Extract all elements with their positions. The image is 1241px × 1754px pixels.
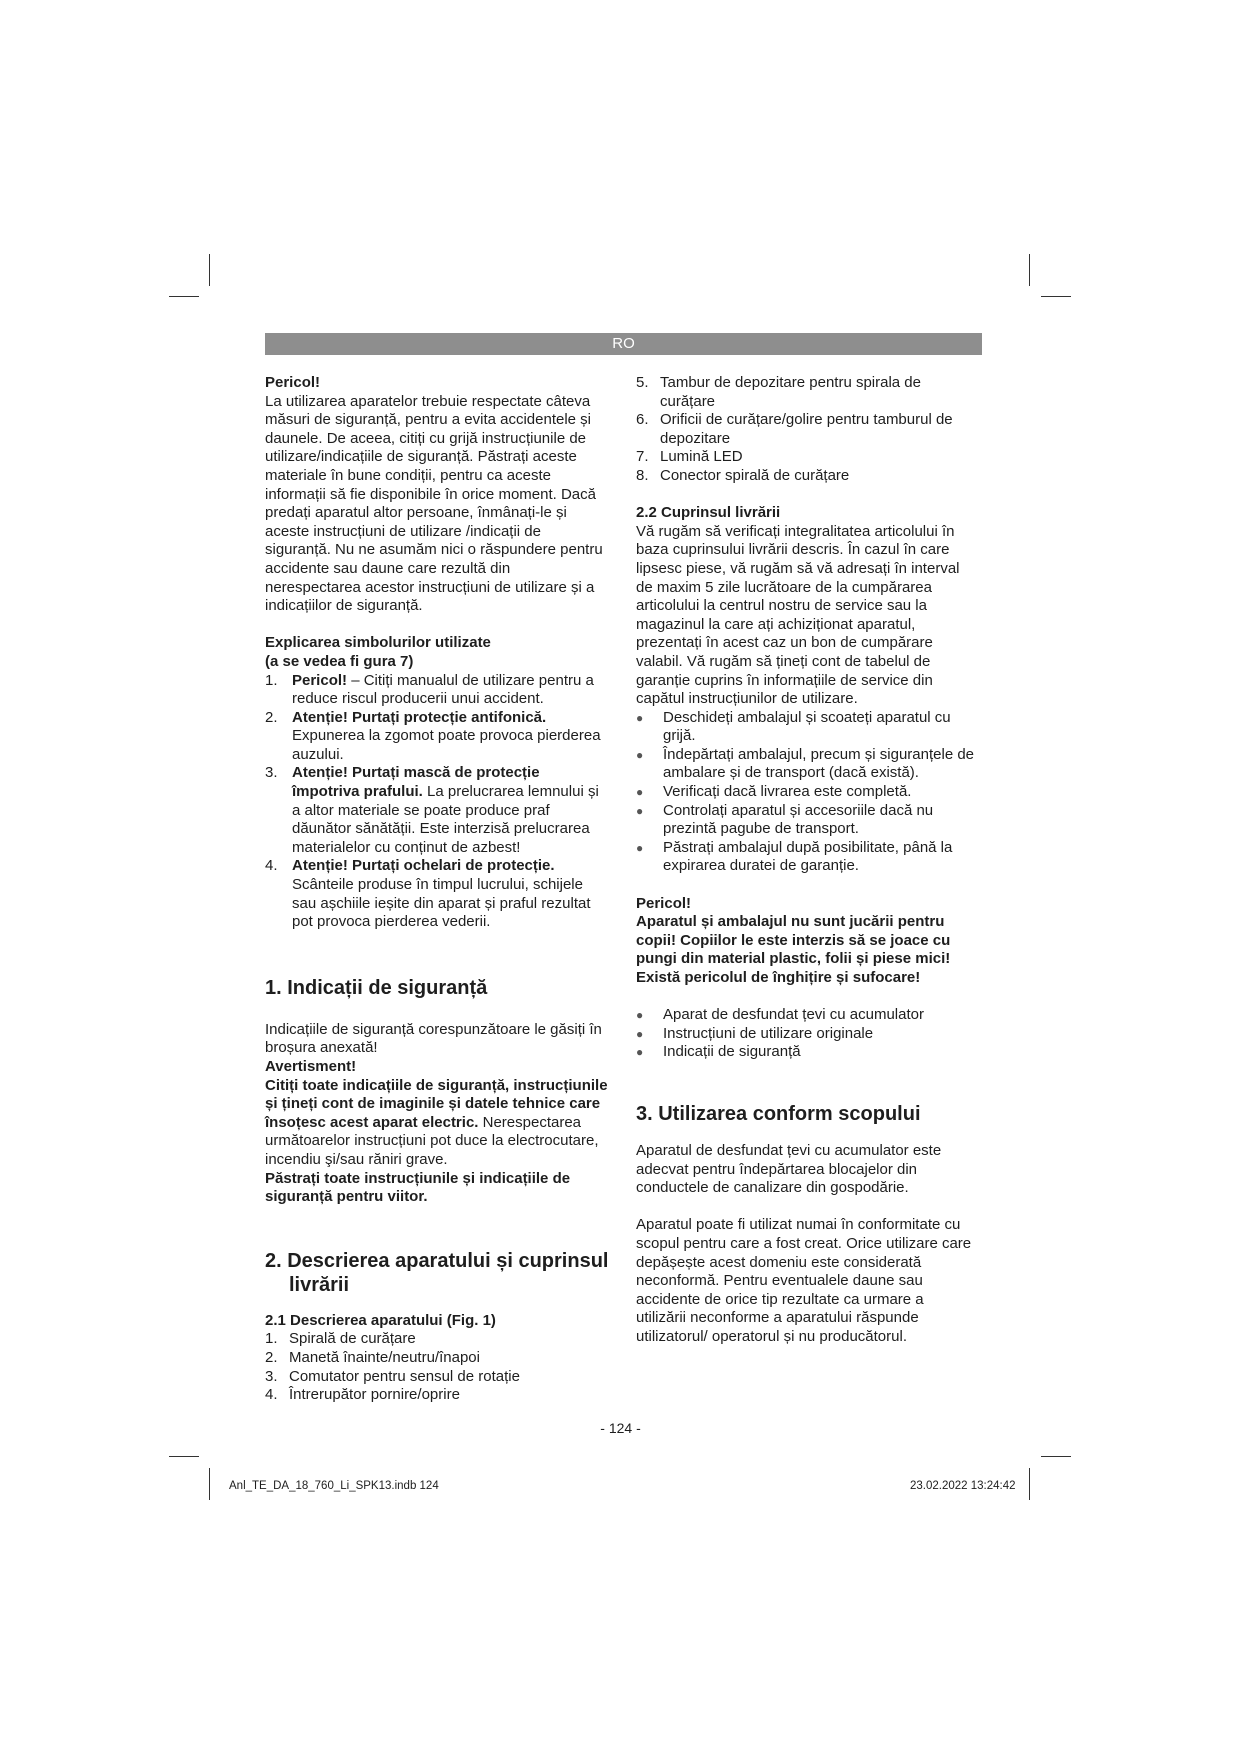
section-3-paragraph-1: Aparatul de desfundat țevi cu acumulator este adecvat pentru îndepărtarea blocajelor din conductele de canalizare din gospodărie.: [636, 1141, 942, 1197]
right-column: [636, 374, 974, 1347]
list-item: 7. Lumină LED: [636, 448, 743, 466]
bullet-icon: ●: [636, 785, 644, 800]
symbols-subheading: (a se vedea fi gura 7): [265, 652, 414, 670]
bullet-icon: ●: [636, 1008, 644, 1023]
symbols-heading: Explicarea simbolurilor utilizate: [265, 634, 491, 652]
list-item: 6. Orificii de curățare/golire pentru tamburul de depozitare: [636, 411, 953, 447]
crop-mark: [209, 254, 210, 286]
symbols-list: [265, 672, 610, 932]
list-item: 1. Spirală de curățare: [265, 1330, 416, 1348]
list-item: 4. Atenție! Purtați ochelari de protecție. Scânteile produse în timpul lucrului, schijele sau așchiile ieșite din aparat și praful rezultat pot provoca pierderea vederii.: [265, 857, 591, 931]
footer-timestamp: 23.02.2022 13:24:42: [910, 1480, 1016, 1492]
warning-keep-text: Păstrați toate instrucțiunile și indicațiile de siguranță pentru viitor.: [265, 1169, 571, 1206]
danger-paragraph: La utilizarea aparatelor trebuie respectate câteva măsuri de siguranță, pentru a evita accidentele și daunele. De aceea, citiți cu grijă instrucțiunile de utilizare/indicațiile de siguranță. Păstrați aceste materiale în bune condiții, pentru ca aceste informații să fie disponibile în orice moment. Dacă predați aparatul altor persoane, înmânați-le și aceste instrucțiuni de utilizare /indicații de siguranță. Nu ne asumăm nici o răspundere pentru accidente sau daune care rezultă din nerespectarea acestor instrucțiuni de utilizare și a indicațiilor de siguranță.: [265, 392, 603, 615]
bullet-icon: ●: [636, 747, 644, 762]
crop-mark: [1041, 1456, 1071, 1457]
delivery-contents-list: [636, 1006, 974, 1062]
list-item: ● Îndepărtați ambalajul, precum și siguranțele de ambalare și de transport (dacă există).: [636, 745, 975, 782]
crop-mark: [1029, 254, 1030, 286]
language-header-bar: RO: [265, 333, 982, 355]
parts-list: [265, 1330, 610, 1404]
list-item: ● Păstrați ambalajul după posibilitate, până la expirarea duratei de garanție.: [636, 838, 953, 875]
parts-list-continued: [636, 374, 974, 486]
bullet-icon: ●: [636, 803, 644, 818]
section-3-paragraph-2: Aparatul poate fi utilizat numai în conformitate cu scopul pentru care a fost creat. Orice utilizare care depășește acest domeniu este considerată neconformă. Pentru eventualele daune sau accidente de orice tip rezultate ca urmare a utilizării neconforme a aparatului răspunde utilizatorul/ operatorul și nu producătorul.: [636, 1216, 972, 1345]
crop-mark: [1041, 296, 1071, 297]
left-column: [265, 374, 610, 1405]
warning-paragraph: Citiți toate indicațiile de siguranță, instrucțiunile și țineți cont de imaginile și datele tehnice care însoțesc acest aparat electric. Nerespectarea următoarelor instrucțiuni pot duce la electrocutare, incendiu şi/sau răniri grave.: [265, 1076, 608, 1168]
crop-mark: [1029, 1468, 1030, 1500]
list-item: 4. Întrerupător pornire/oprire: [265, 1386, 460, 1404]
list-item: 2. Manetă înainte/neutru/înapoi: [265, 1348, 480, 1366]
footer-filename: Anl_TE_DA_18_760_Li_SPK13.indb 124: [229, 1480, 439, 1492]
section-3-title: 3. Utilizarea conform scopului: [636, 1102, 921, 1125]
bullet-icon: ●: [636, 1026, 644, 1041]
list-item: 1. Pericol! – Citiți manualul de utilizare pentru a reduce riscul producerii unui accident.: [265, 671, 594, 708]
list-item: 3. Atenție! Purtați mască de protecție împotriva prafului. La prelucrarea lemnului și a altor materiale se poate produce praf dăunător sănătății. Este interzisă prelucrarea materialelor cu conținut de azbest!: [265, 764, 599, 856]
list-item: 8. Conector spirală de curățare: [636, 466, 850, 484]
section-2-title: 2. Descrierea aparatului și cuprinsul livrării: [265, 1249, 609, 1296]
danger-heading-2: Pericol!: [636, 894, 692, 912]
bullet-icon: ●: [636, 710, 644, 725]
list-item: 3. Comutator pentru sensul de rotație: [265, 1367, 520, 1385]
list-item: ● Indicații de siguranță: [636, 1043, 801, 1061]
crop-mark: [169, 1456, 199, 1457]
steps-list: [636, 709, 974, 876]
section-2-1-title: 2.1 Descrierea aparatului (Fig. 1): [265, 1311, 496, 1329]
list-item: ● Deschideți ambalajul și scoateți aparatul cu grijă.: [636, 708, 951, 745]
section-2-2-text: Vă rugăm să verificați integralitatea articolului în baza cuprinsului livrării descris. În cazul în care lipsesc piese, vă rugăm să vă adresați în interval de maxim 5 zile lucrătoare de la cumpărarea articolului la centrul nostru de service sau la magazinul la care ați achiziționat aparatul, prezentați în acest caz un bon de cumpărare valabil. Vă rugăm să țineți cont de tabelul de garanție cuprins în informațiile de service din capătul instrucțiunilor de utilizare.: [636, 522, 960, 708]
crop-mark: [209, 1468, 210, 1500]
bullet-icon: ●: [636, 840, 644, 855]
crop-mark: [169, 296, 199, 297]
list-item: 2. Atenție! Purtați protecție antifonică. Expunerea la zgomot poate provoca pierderea auzului.: [265, 708, 601, 763]
list-item: ● Aparat de desfundat țevi cu acumulator: [636, 1006, 924, 1024]
list-item: ● Instrucțiuni de utilizare originale: [636, 1024, 874, 1042]
list-item: 5. Tambur de depozitare pentru spirala de curățare: [636, 374, 921, 410]
danger-warning-text: Aparatul și ambalajul nu sunt jucării pentru copii! Copiilor le este interzis să se joace cu pungi din material plastic, folii și piese mici! Există pericolul de înghițire și sufocare!: [636, 913, 951, 986]
section-1-text: Indicațiile de siguranță corespunzătoare le găsiți în broșura anexată!: [265, 1020, 602, 1057]
page-number: - 124 -: [600, 1420, 641, 1436]
list-item: ● Controlați aparatul și accesoriile dacă nu prezintă pagube de transport.: [636, 801, 934, 838]
danger-heading: Pericol!: [265, 374, 321, 391]
bullet-icon: ●: [636, 1045, 644, 1060]
list-item: ● Verificați dacă livrarea este completă.: [636, 783, 912, 801]
section-2-2-title: 2.2 Cuprinsul livrării: [636, 504, 781, 522]
warning-heading: Avertisment!: [265, 1058, 357, 1075]
section-1-title: 1. Indicații de siguranță: [265, 976, 488, 999]
